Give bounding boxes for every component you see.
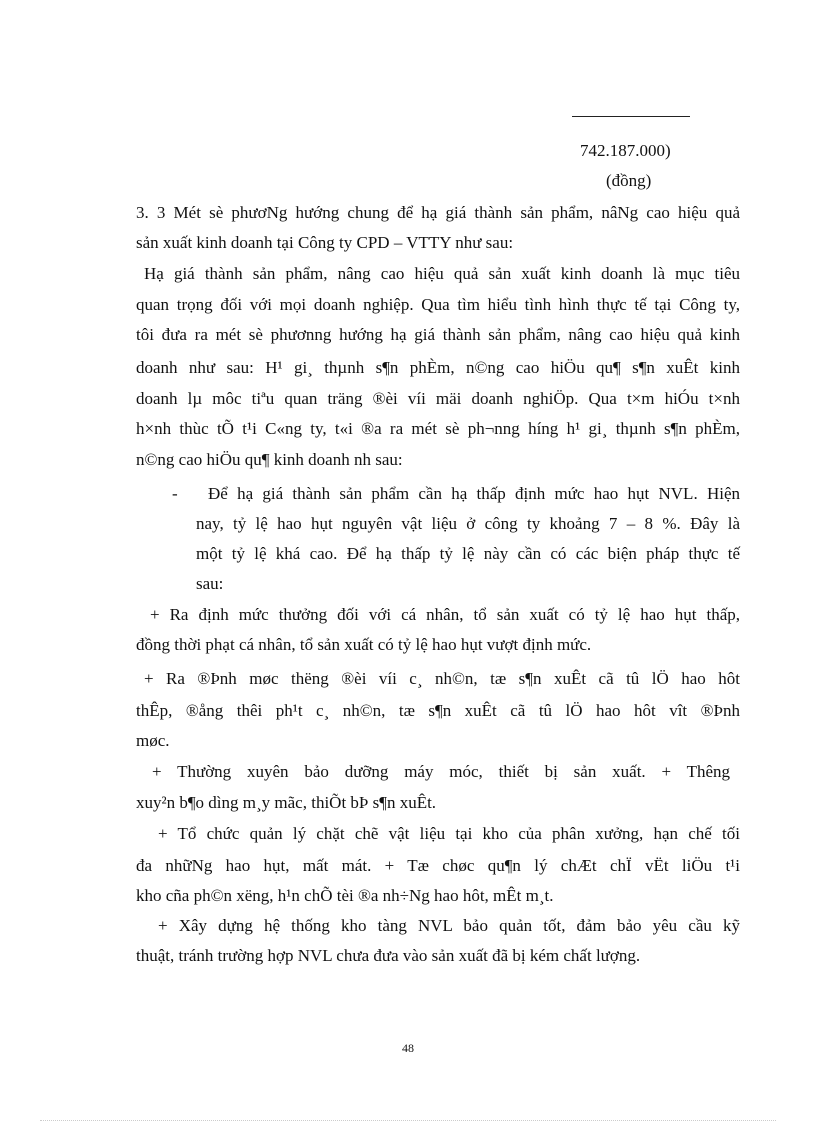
intro-line-7: n©ng cao hiÖu qu¶ kinh doanh nh sau: [136,450,403,469]
measure-line-4: thÊp, ®ång thêi ph¹t c¸ nh©n, tæ s¶n xuÊt cã tû lÖ hao hôt vît ®Þnh [136,701,740,720]
bullet-line-2: nay, tỷ lệ hao hụt nguyên vật liệu ở công ty khoảng 7 – 8 %. Đây là [196,514,740,533]
intro-line-2: quan trọng đối với mọi doanh nghiệp. Qua tìm hiểu tình hình thực tế tại Công ty, [136,295,740,314]
measure-line-6: + Thường xuyên bảo dưỡng máy móc, thiết bị sản xuất. + Thêng [152,762,730,781]
measure-line-3: + Ra ®Þnh møc thëng ®èi víi c¸ nh©n, tæ s¶n xuÊt cã tû lÖ hao hôt [144,669,740,688]
measure-line-12: thuật, tránh trường hợp NVL chưa đưa vào sản xuất đã bị kém chất lượng. [136,946,641,965]
intro-line-6: h×nh thùc tÕ t¹i C«ng ty, t«i ®a ra mét sè ph¬nng híng h¹ gi¸ thµnh s¶n phÈm, [136,419,740,438]
measure-line-8: + Tổ chức quản lý chặt chẽ vật liệu tại kho của phân xưởng, hạn chế tối [158,824,740,843]
measure-line-9: đa nhữNg hao hụt, mất mát. + Tæ chøc qu¶n lý chÆt chÏ vËt liÖu t¹i [136,856,740,875]
sum-underline [572,116,690,117]
currency-unit: (đồng) [606,171,652,190]
measure-line-7: xuy²n b¶o dìng m¸y mãc, thiÕt bÞ s¶n xuÊt. [136,793,437,812]
bullet-line-4: sau: [196,574,224,593]
measure-line-1: + Ra định mức thưởng đối với cá nhân, tổ sản xuất có tỷ lệ hao hụt thấp, [150,605,740,624]
section-heading-line-2: sản xuất kinh doanh tại Công ty CPD – VTTY như sau: [136,233,514,252]
section-heading-line-1: 3. 3 Mét sè phươNg hướng chung để hạ giá thành sản phẩm, nâNg cao hiệu quả [136,203,740,222]
measure-line-10: kho cña ph©n xëng, h¹n chÕ tèi ®a nh÷Ng hao hôt, mÊt m¸t. [136,886,554,905]
page-number: 48 [402,1041,414,1055]
measure-line-2: đồng thời phạt cá nhân, tổ sản xuất có tỷ lệ hao hụt vượt định mức. [136,635,592,654]
bullet-line-1: Để hạ giá thành sản phẩm cần hạ thấp định mức hao hụt NVL. Hiện [208,484,740,503]
total-value: 742.187.000) [580,141,671,160]
page-bottom-border [40,1120,776,1121]
measure-line-11: + Xây dựng hệ thống kho tàng NVL bảo quản tốt, đảm bảo yêu cầu kỹ [158,916,740,935]
intro-line-4: doanh như sau: H¹ gi¸ thµnh s¶n phÈm, n©ng cao hiÖu qu¶ s¶n xuÊt kinh [136,358,740,377]
intro-line-3: tôi đưa ra mét sè phươnng hướng hạ giá thành sản phẩm, nâng cao hiệu quả kinh [136,325,740,344]
intro-line-1: Hạ giá thành sản phẩm, nâng cao hiệu quả sản xuất kinh doanh là mục tiêu [144,264,740,283]
bullet-line-3: một tỷ lệ khá cao. Để hạ thấp tỷ lệ này cần có các biện pháp thực tế [196,544,740,563]
measure-line-5: møc. [136,731,170,750]
bullet-dash: - [172,484,178,503]
intro-line-5: doanh lµ môc tiªu quan träng ®èi víi mäi doanh nghiÖp. Qua t×m hiÓu t×nh [136,389,740,408]
